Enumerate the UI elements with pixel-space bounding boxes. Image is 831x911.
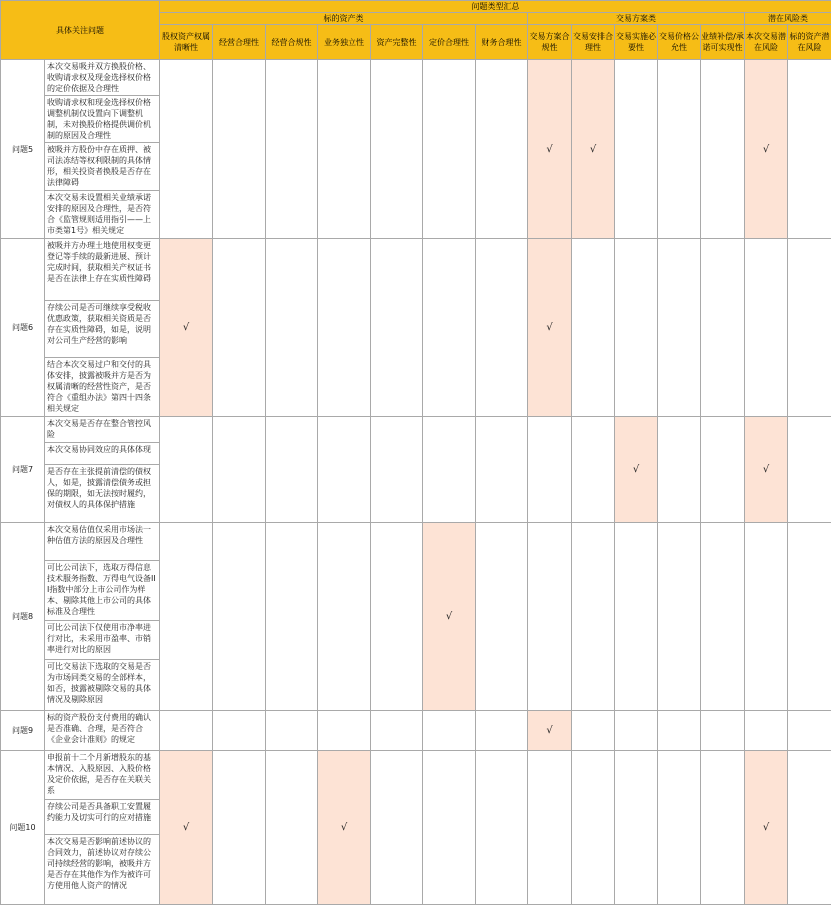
check-mark-cell: √ — [528, 239, 572, 417]
empty-cell — [318, 711, 371, 751]
empty-cell — [788, 751, 831, 905]
empty-cell — [213, 417, 266, 523]
check-mark-cell: √ — [160, 239, 213, 417]
empty-cell — [658, 523, 701, 711]
empty-cell — [528, 417, 572, 523]
empty-cell — [266, 417, 318, 523]
group-header: 潜在风险类 — [745, 13, 831, 25]
empty-cell — [318, 239, 371, 417]
empty-cell — [423, 60, 476, 239]
column-header: 业绩补偿/承诺可实现性 — [701, 25, 745, 60]
empty-cell — [476, 523, 528, 711]
empty-cell — [615, 239, 658, 417]
empty-cell — [476, 60, 528, 239]
check-mark-cell: √ — [528, 60, 572, 239]
empty-cell — [213, 711, 266, 751]
empty-cell — [476, 711, 528, 751]
empty-cell — [615, 711, 658, 751]
empty-cell — [318, 417, 371, 523]
empty-cell — [371, 60, 423, 239]
empty-cell — [658, 417, 701, 523]
empty-cell — [745, 523, 788, 711]
issue-description: 申报前十二个月新增股东的基本情况、入股原因、入股价格及定价依据，是否存在关联关系 — [45, 751, 160, 800]
check-mark-cell: √ — [745, 417, 788, 523]
issue-description: 可比公司法下仅使用市净率进行对比，未采用市盈率、市销率进行对比的原因 — [45, 621, 160, 660]
empty-cell — [572, 239, 615, 417]
column-header: 交易价格公允性 — [658, 25, 701, 60]
check-mark-cell: √ — [318, 751, 371, 905]
empty-cell — [572, 417, 615, 523]
empty-cell — [615, 60, 658, 239]
column-header: 经营合规性 — [266, 25, 318, 60]
empty-cell — [701, 523, 745, 711]
column-header: 资产完整性 — [371, 25, 423, 60]
group-header: 交易方案类 — [528, 13, 745, 25]
table-row — [1, 417, 831, 443]
empty-cell — [266, 711, 318, 751]
issue-description: 是否存在主张提前清偿的债权人，如是，披露清偿债务或担保的期限，如无法按时履约，对债权人的具体保护措施 — [45, 465, 160, 523]
issue-description: 本次交易是否影响前述协议的合同效力，前述协议对存续公司持续经营的影响，被吸并方是否存在其他作为作为被许可方使用他人资产的情况 — [45, 835, 160, 905]
empty-cell — [160, 523, 213, 711]
empty-cell — [371, 751, 423, 905]
check-mark-cell: √ — [423, 523, 476, 711]
issue-description: 被吸并方股份中存在质押、被司法冻结等权利限制的具体情形，相关投资者换股是否存在法律障碍 — [45, 143, 160, 191]
empty-cell — [371, 239, 423, 417]
issue-description: 存续公司是否具备职工安置履约能力及切实可行的应对措施 — [45, 800, 160, 835]
issue-description: 被吸并方办理土地使用权变更登记等手续的最新进展、预计完成时间，获取相关产权证书是否在法律上存在实质性障碍 — [45, 239, 160, 301]
column-header: 本次交易潜在风险 — [745, 25, 788, 60]
group-header: 标的资产类 — [160, 13, 528, 25]
empty-cell — [572, 711, 615, 751]
empty-cell — [658, 60, 701, 239]
column-header: 财务合理性 — [476, 25, 528, 60]
empty-cell — [701, 417, 745, 523]
empty-cell — [701, 60, 745, 239]
check-mark-cell: √ — [572, 60, 615, 239]
empty-cell — [476, 417, 528, 523]
empty-cell — [615, 751, 658, 905]
table-row — [1, 751, 831, 800]
empty-cell — [266, 60, 318, 239]
empty-cell — [615, 523, 658, 711]
empty-cell — [318, 523, 371, 711]
empty-cell — [658, 751, 701, 905]
check-mark-cell: √ — [745, 751, 788, 905]
issue-description: 结合本次交易过户和交付的具体安排，披露被吸并方是否为权属清晰的经营性资产，是否符合《重组办法》第四十四条相关规定 — [45, 358, 160, 417]
table-row — [1, 239, 831, 301]
column-header: 交易安排合理性 — [572, 25, 615, 60]
issue-description: 可比交易法下选取的交易是否为市场同类交易的全部样本，如否，披露被剔除交易的具体情况及剔除原因 — [45, 660, 160, 711]
column-header: 标的资产潜在风险 — [788, 25, 831, 60]
summary-header: 问题类型汇总 — [160, 1, 831, 13]
issue-description: 本次交易是否存在整合管控风险 — [45, 417, 160, 443]
empty-cell — [788, 60, 831, 239]
empty-cell — [788, 711, 831, 751]
check-mark-cell: √ — [160, 751, 213, 905]
empty-cell — [572, 751, 615, 905]
question-label: 问题6 — [1, 239, 45, 417]
empty-cell — [476, 751, 528, 905]
column-header: 经营合理性 — [213, 25, 266, 60]
column-header: 定价合理性 — [423, 25, 476, 60]
empty-cell — [160, 417, 213, 523]
issue-description: 收购请求权和现金选择权价格调整机制仅设置向下调整机制，未对换股价格提供调价机制的原因及合理性 — [45, 96, 160, 143]
question-label: 问题7 — [1, 417, 45, 523]
empty-cell — [745, 239, 788, 417]
empty-cell — [423, 417, 476, 523]
question-label: 问题8 — [1, 523, 45, 711]
issue-description: 本次交易估值仅采用市场法一种估值方法的原因及合理性 — [45, 523, 160, 561]
check-mark-cell: √ — [528, 711, 572, 751]
empty-cell — [266, 751, 318, 905]
check-mark-cell: √ — [615, 417, 658, 523]
empty-cell — [213, 60, 266, 239]
empty-cell — [658, 711, 701, 751]
empty-cell — [318, 60, 371, 239]
empty-cell — [371, 417, 423, 523]
question-label: 问题5 — [1, 60, 45, 239]
empty-cell — [572, 523, 615, 711]
issue-description: 标的资产股份支付费用的确认是否准确、合理，是否符合《企业会计准则》的规定 — [45, 711, 160, 751]
empty-cell — [788, 239, 831, 417]
column-header: 交易实施必要性 — [615, 25, 658, 60]
column-header: 业务独立性 — [318, 25, 371, 60]
empty-cell — [701, 239, 745, 417]
empty-cell — [701, 711, 745, 751]
empty-cell — [788, 523, 831, 711]
empty-cell — [266, 239, 318, 417]
table-row — [1, 523, 831, 561]
empty-cell — [423, 239, 476, 417]
focus-header: 具体关注问题 — [1, 1, 160, 60]
empty-cell — [371, 523, 423, 711]
question-label: 问题9 — [1, 711, 45, 751]
empty-cell — [745, 711, 788, 751]
table-row — [1, 60, 831, 96]
question-label: 问题10 — [1, 751, 45, 905]
empty-cell — [788, 417, 831, 523]
empty-cell — [371, 711, 423, 751]
issue-description: 本次交易未设置相关业绩承诺安排的原因及合理性，是否符合《监管规则适用指引——上市类第1号》相关规定 — [45, 191, 160, 239]
empty-cell — [528, 523, 572, 711]
empty-cell — [213, 239, 266, 417]
issue-description: 可比公司法下，选取万得信息技术服务指数、万得电气设备III指数中部分上市公司作为样本、剔除其他上市公司的具体标准及合理性 — [45, 561, 160, 621]
column-header: 股权资产权属清晰性 — [160, 25, 213, 60]
empty-cell — [658, 239, 701, 417]
empty-cell — [160, 60, 213, 239]
check-mark-cell: √ — [745, 60, 788, 239]
empty-cell — [528, 751, 572, 905]
issue-description: 存续公司是否可继续享受税收优惠政策，获取相关资质是否存在实质性障碍，如是，说明对公司生产经营的影响 — [45, 301, 160, 358]
table-row — [1, 711, 831, 751]
empty-cell — [423, 751, 476, 905]
empty-cell — [160, 711, 213, 751]
empty-cell — [423, 711, 476, 751]
empty-cell — [476, 239, 528, 417]
empty-cell — [213, 523, 266, 711]
column-header: 交易方案合规性 — [528, 25, 572, 60]
empty-cell — [266, 523, 318, 711]
issue-description: 本次交易协同效应的具体体现 — [45, 443, 160, 465]
empty-cell — [213, 751, 266, 905]
issue-description: 本次交易吸并双方换股价格、收购请求权及现金选择权价格的定价依据及合理性 — [45, 60, 160, 96]
empty-cell — [701, 751, 745, 905]
